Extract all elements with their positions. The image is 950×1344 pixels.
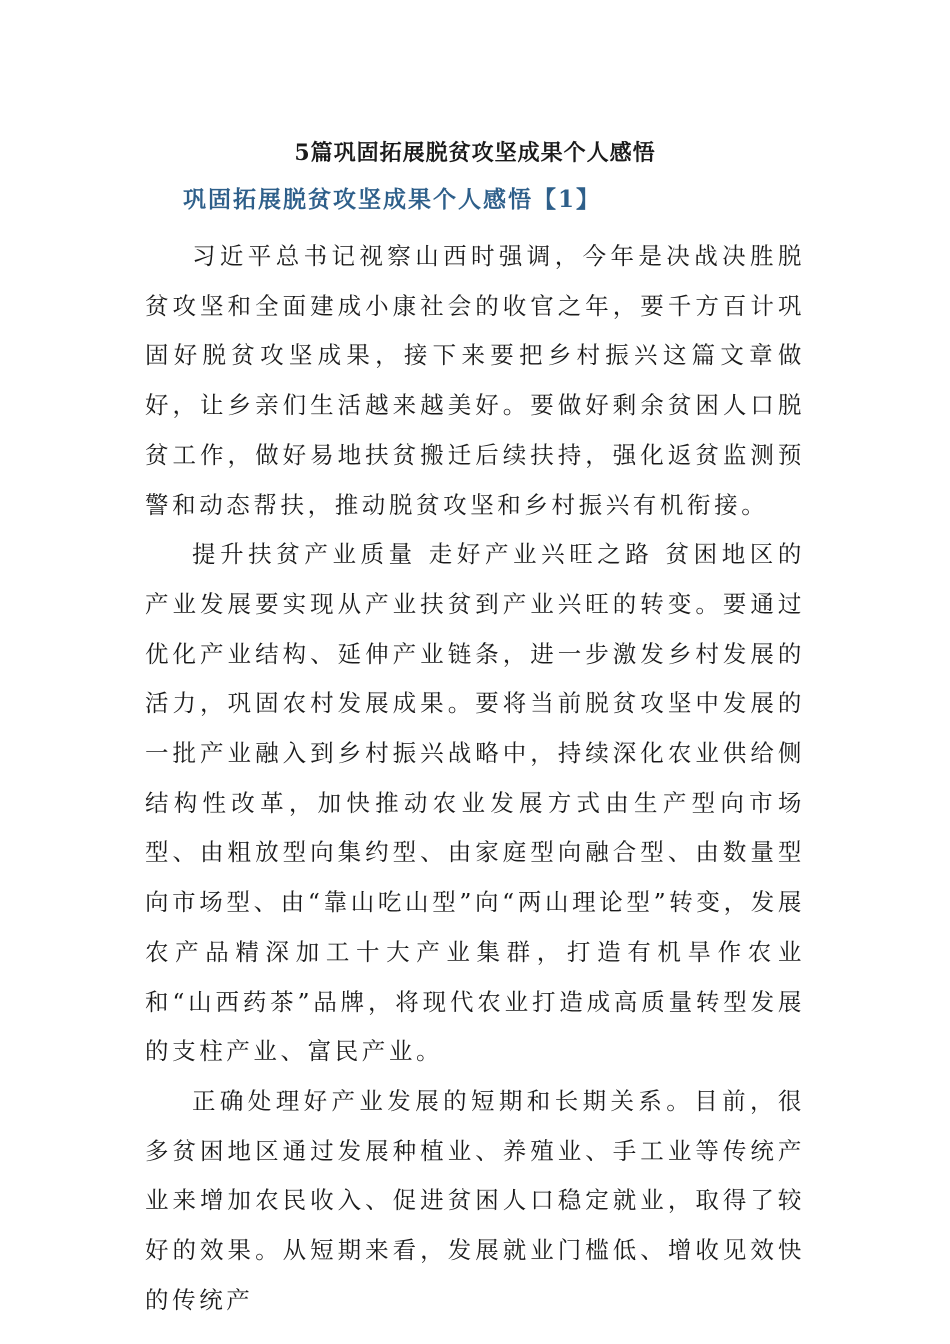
paragraph: 正确处理好产业发展的短期和长期关系。目前，很多贫困地区通过发展种植业、养殖业、手工业等传统产业来增加农民收入、促进贫困人口稳定就业，取得了较好的效果。从短期来看，发展就业门槛低、增收见效快的传统产	[145, 1086, 805, 1314]
section-heading: 巩固拓展脱贫攻坚成果个人感悟【1】	[183, 186, 602, 213]
paragraph: 习近平总书记视察山西时强调，今年是决战决胜脱贫攻坚和全面建成小康社会的收官之年，要千方百计巩固好脱贫攻坚成果，接下来要把乡村振兴这篇文章做好，让乡亲们生活越来越美好。要做好剩余贫困人口脱贫工作，做好易地扶贫搬迁后续扶持，强化返贫监测预警和动态帮扶，推动脱贫攻坚和乡村振兴有机衔接。	[145, 242, 805, 519]
paragraph: 提升扶贫产业质量 走好产业兴旺之路 贫困地区的产业发展要实现从产业扶贫到产业兴旺的转变。要通过优化产业结构、延伸产业链条，进一步激发乡村发展的活力，巩固农村发展成果。要将当前脱贫攻坚中发展的一批产业融入到乡村振兴战略中，持续深化农业供给侧结构性改革，加快推动农业发展方式由生产型向市场型、由粗放型向集约型、由家庭型向融合型、由数量型向市场型、由“靠山吃山型”向“两山理论型”转变，发展农产品精深加工十大产业集群，打造有机旱作农业和“山西药茶”品牌，将现代农业打造成高质量转型发展的支柱产业、富民产业。	[145, 540, 805, 1066]
document-title: 5篇巩固拓展脱贫攻坚成果个人感悟	[294, 140, 656, 166]
document-body	[145, 232, 805, 1325]
